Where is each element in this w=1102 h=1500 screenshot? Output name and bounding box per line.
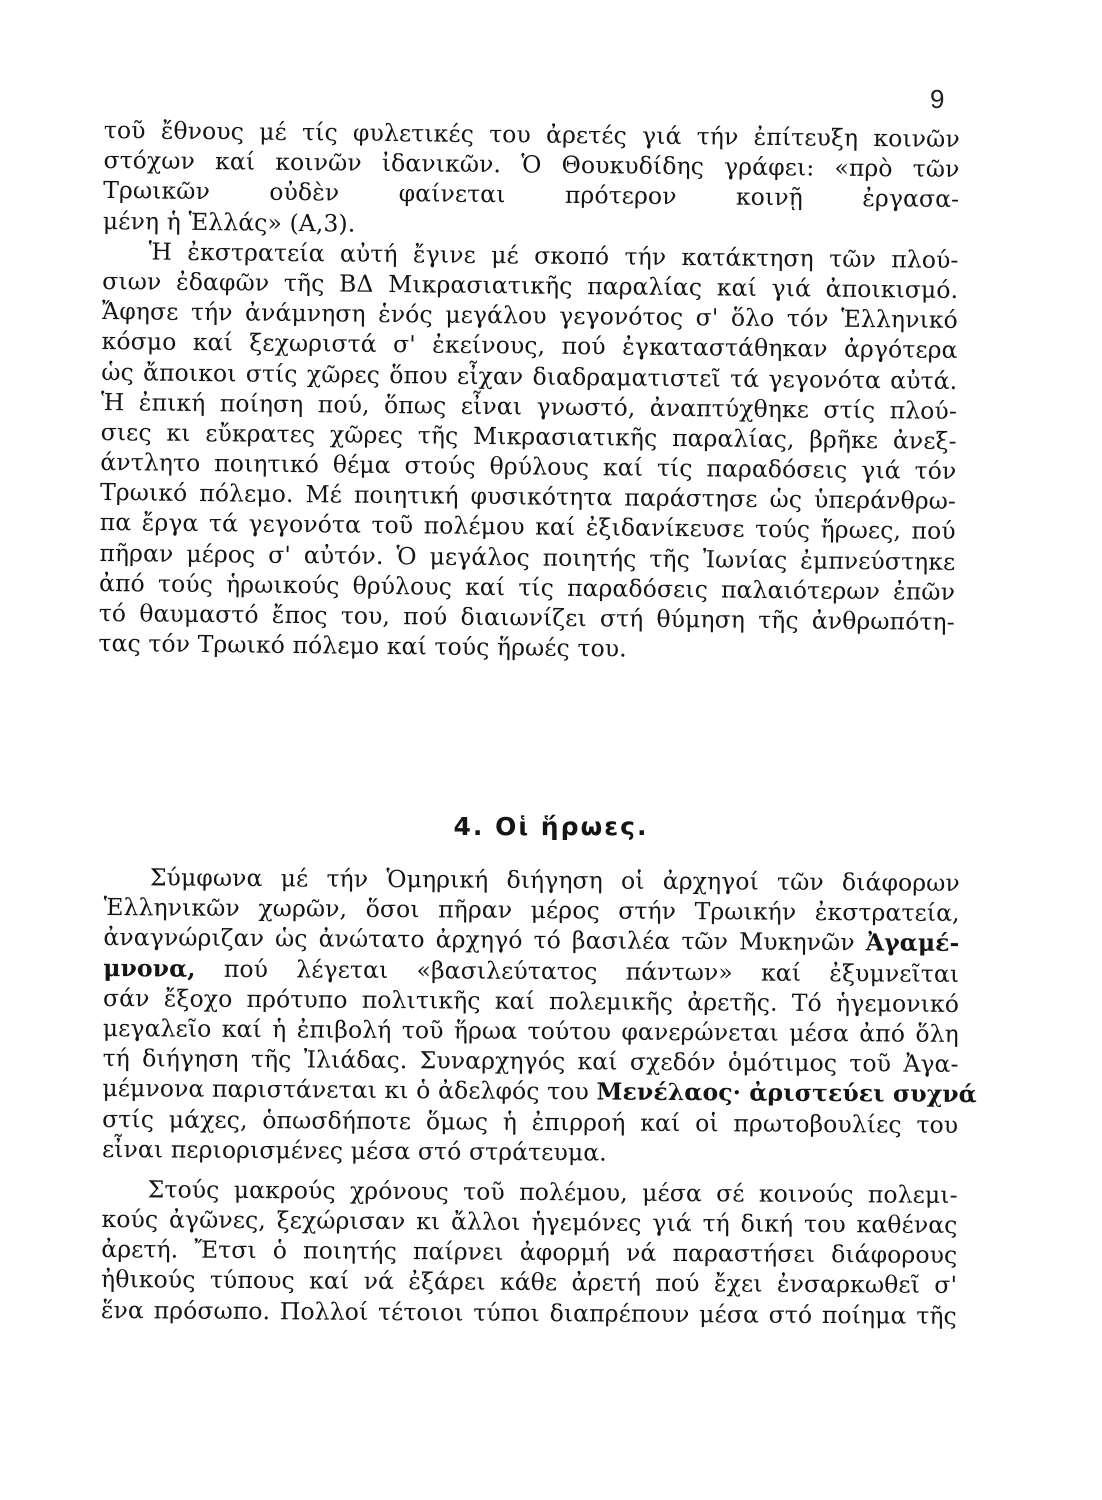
text-line: πῆραν μέρος σ' αὐτόν. Ὁ μεγάλος ποιητής τῆς Ἰωνίας ἐμπνεύστηκε [99, 538, 956, 576]
text-line: ἠθικούς τύπους καί νά ἐξάρει κάθε ἀρετή πού ἔχει ἐνσαρκωθεῖ σ' [100, 1265, 958, 1300]
text-line: ἀρετή. Ἔτσι ὁ ποιητής παίρνει ἀφορμή νά παραστήσει διάφορους [101, 1235, 958, 1270]
text-line: τή διήγηση τῆς Ἰλιάδας. Συναρχηγός καί σχεδόν ὁμότιμος τοῦ Ἀγα- [102, 1044, 959, 1079]
text-line: Σύμφωνα μέ τήν Ὁμηρική διήγηση οἱ ἀρχηγοί τῶν διάφορων [149, 863, 960, 897]
name-menelaos: Μενέλαος· ἀριστεύει συχνά [596, 1077, 978, 1109]
text-line: στίς μάχες, ὁπωσδήποτε ὅμως ἡ ἐπιρροή καί οἱ πρωτοβουλίες του [102, 1104, 959, 1139]
text-line: μεγαλεῖο καί ἡ ἐπιβολή τοῦ ἥρωα τούτου φανερώνεται μέσα ἀπό ὅλη [102, 1013, 959, 1048]
text-line: Ἡ ἐπική ποίηση πού, ὅπως εἶναι γνωστό, ἀναπτύχθηκε στίς πλού- [100, 387, 958, 425]
section-heading: 4. Οἱ ἥρωες. [453, 812, 649, 841]
text-line: Τρωικῶν οὐδὲν φαίνεται πρότερον κοινῇ ἐργασα- [103, 176, 960, 214]
text-block-top [98, 115, 960, 667]
text-run: ἀναγνώριζαν ὡς ἀνώτατο ἀρχηγό τό βασιλέα τῶν Μυκηνῶν [103, 923, 866, 957]
text-run: πού λέγεται «βασιλεύτατος πάντων» καί ἐξυμνεῖται [195, 954, 960, 988]
text-line: τοῦ ἔθνους μέ τίς φυλετικές του ἀρετές γιά τήν ἐπίτευξη κοινῶν [103, 115, 960, 153]
page-number: 9 [930, 84, 945, 114]
text-line: ἕνα πρόσωπο. Πολλοί τέτοιοι τύποι διαπρέπουν μέσα στό ποίημα τῆς [100, 1295, 957, 1330]
text-line: άντλητο ποιητικό θέμα στούς θρύλους καί τίς παραδόσεις γιά τόν [100, 448, 957, 486]
text-line: κούς ἀγῶνες, ξεχώρισαν κι ἄλλοι ἡγεμόνες γιά τή δική του καθένας [101, 1205, 958, 1240]
text-line: σιων ἐδαφῶν τῆς ΒΔ Μικρασιατικῆς παραλίας καί γιά ἀποικισμό. [102, 266, 959, 304]
text-line: τό θαυμαστό ἔπος του, πού διαιωνίζει στή θύμηση τῆς ἀνθρωπότη- [98, 598, 955, 636]
text-line: σιες κι εὔκρατες χῶρες τῆς Μικρασιατικῆς παραλίας, βρῆκε ἀνεξ- [100, 417, 957, 455]
text-line: εἶναι περιορισμένες μέσα στό στράτευμα. [101, 1134, 607, 1167]
text-line: ἀπό τούς ἡρωικούς θρύλους καί τίς παραδόσεις παλαιότερων ἐπῶν [98, 568, 956, 606]
text-line: ὡς ἄποικοι στίς χῶρες ὅπου εἶχαν διαδραματιστεῖ τά γεγονότα αὐτά. [101, 357, 958, 395]
text-line: Ἡ ἐκστρατεία αὐτή ἔγινε μέ σκοπό τήν κατάκτηση τῶν πλού- [148, 237, 959, 274]
text-line: στόχων καί κοινῶν ἰδανικῶν. Ὁ Θουκυδίδης γράφει: «πρὸ τῶν [103, 146, 960, 184]
text-line: Ἑλληνικῶν χωρῶν, ὅσοι πῆραν μέρος στήν Τρωικήν ἐκστρατεία, [103, 893, 960, 928]
text-block-bottom [100, 862, 978, 1331]
name-agamemnon-cont: μνονα, [103, 953, 196, 983]
text-run: μέμνονα παριστάνεται κι ὁ ἀδελφός του [102, 1074, 597, 1106]
text-line: Στούς μακρούς χρόνους τοῦ πολέμου, μέσα σέ κοινούς πολεμι- [147, 1175, 958, 1209]
name-agamemnon: Ἀγαμέ- [865, 928, 960, 958]
text-line: κόσμο καί ξεχωριστά σ' ἐκείνους, πού ἐγκαταστάθηκαν ἀργότερα [101, 327, 958, 365]
text-line: πα ἔργα τά γεγονότα τοῦ πολέμου καί ἐξιδανίκευσε τούς ἥρωες, πού [99, 508, 956, 546]
text-line: τας τόν Τρωικό πόλεμο καί τούς ἥρωές του. [98, 629, 627, 663]
text-line: σάν ἔξοχο πρότυπο πολιτικῆς καί πολεμικῆς ἀρετῆς. Τό ἡγεμονικό [102, 983, 960, 1018]
text-line: Ἄφησε τήν ἀνάμνηση ἑνός μεγάλου γεγονότος σ' ὅλο τόν Ἑλληνικό [101, 297, 959, 335]
text-line: μένη ἡ Ἑλλάς» (Α,3). [102, 206, 356, 238]
text-line: Τρωικό πόλεμο. Μέ ποιητική φυσικότητα παράστησε ὡς ὑπεράνθρω- [99, 478, 957, 516]
